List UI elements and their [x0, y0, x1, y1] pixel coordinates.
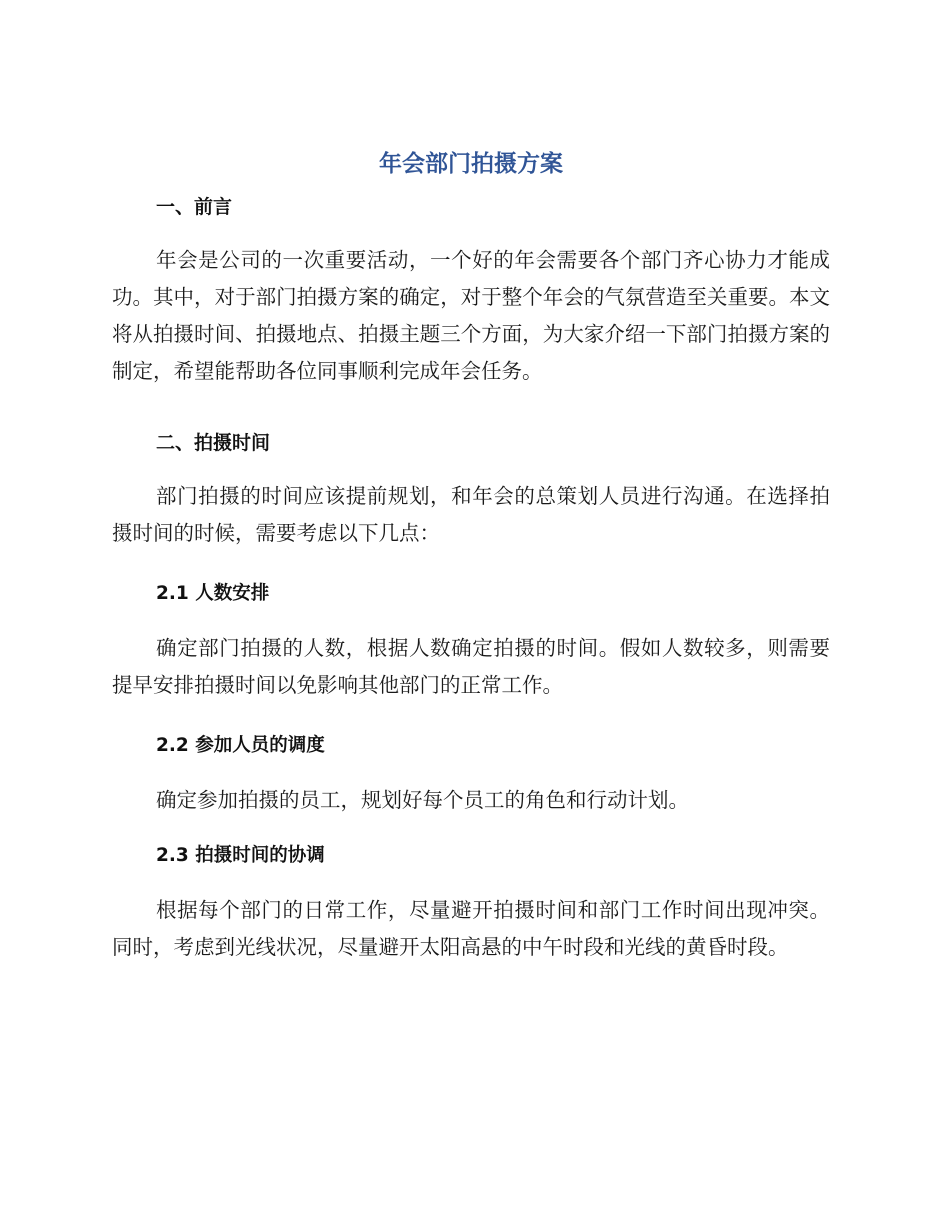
- paragraph-intro: 年会是公司的一次重要活动，一个好的年会需要各个部门齐心协力才能成功。其中，对于部门拍摄方案的确定，对于整个年会的气氛营造至关重要。本文将从拍摄时间、拍摄地点、拍摄主题三个方面，为大家介绍一下部门拍摄方案的制定，希望能帮助各位同事顺利完成年会任务。: [112, 248, 830, 383]
- subsection-heading-headcount: 2.1 人数安排: [156, 583, 270, 604]
- section-heading-intro: 一、前言: [156, 196, 233, 218]
- section-heading-time: 二、拍摄时间: [156, 432, 271, 454]
- document-title: 年会部门拍摄方案: [379, 151, 563, 177]
- paragraph-time-coordination: 根据每个部门的日常工作，尽量避开拍摄时间和部门工作时间出现冲突。同时，考虑到光线状况，尽量避开太阳高悬的中午时段和光线的黄昏时段。: [112, 898, 830, 959]
- paragraph-headcount: 确定部门拍摄的人数，根据人数确定拍摄的时间。假如人数较多，则需要提早安排拍摄时间以免影响其他部门的正常工作。: [112, 636, 830, 697]
- subsection-heading-staff-dispatch: 2.2 参加人员的调度: [156, 735, 325, 756]
- subsection-heading-time-coordination: 2.3 拍摄时间的协调: [156, 845, 325, 866]
- paragraph-time: 部门拍摄的时间应该提前规划，和年会的总策划人员进行沟通。在选择拍摄时间的时候，需要考虑以下几点：: [112, 484, 830, 545]
- paragraph-staff-dispatch: 确定参加拍摄的员工，规划好每个员工的角色和行动计划。: [156, 788, 689, 812]
